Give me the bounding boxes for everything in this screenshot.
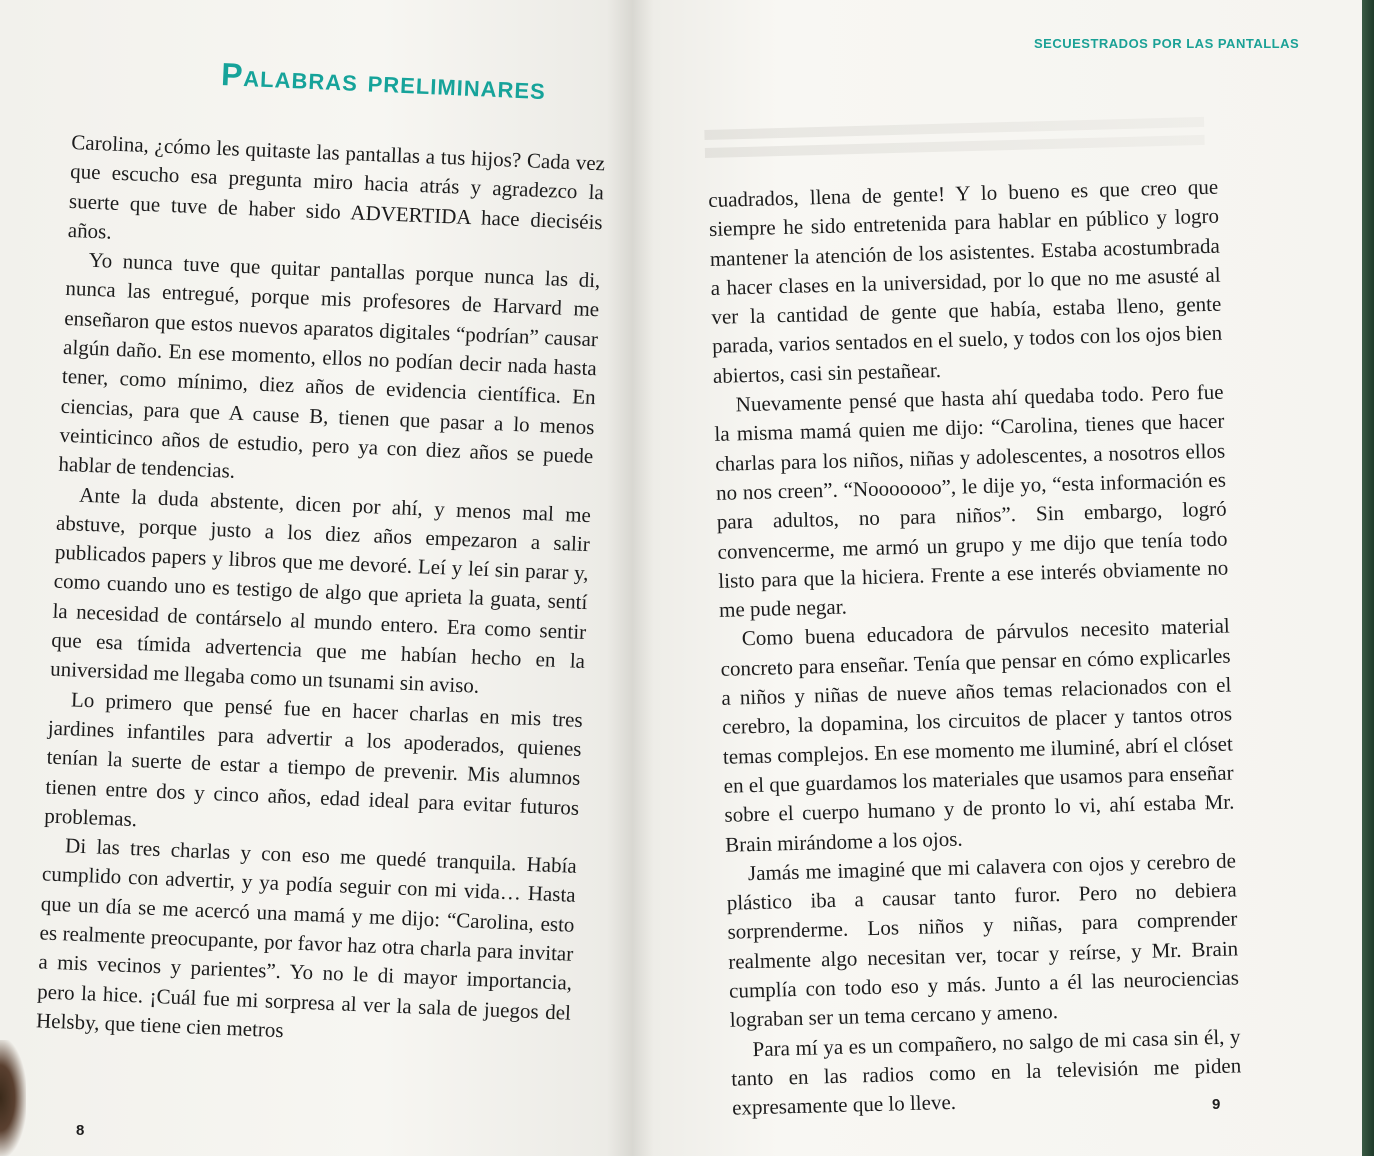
paragraph: Lo primero que pensé fue en hacer charlas en mis tres jardines infantiles para advertir a los apoderados, quienes tenían la suerte de estar a tiempo de prevenir. Mis alumnos tienen entre dos y cinco años, edad ideal para evitar futuros problemas. <box>43 687 584 831</box>
paragraph: Carolina, ¿cómo les quitaste las pantallas a tus hijos? Cada vez que escucho esa pregunta miro hacia atrás y agradezco la suerte que tuve de haber sido ADVERTIDA hace dieciséis años. <box>67 129 606 244</box>
thumb-shadow <box>0 1040 26 1156</box>
paragraph: Yo nunca tuve que quitar pantallas porque nunca las di, nunca las entregué, porque mis profesores de Harvard me enseñaron que estos nuevos aparatos digitales “podrían” causar algún daño. En ese momento, ellos no podían decir nada hasta tener, como mínimo, diez años de evidencia científica. En ciencias, para que A cause B, tienen que pasar a lo menos veinticinco años de estudio, pero ya con diez años se puede hablar de tendencias. <box>58 247 601 484</box>
paragraph: Jamás me imaginé que mi calavera con ojos y cerebro de plástico iba a causar tanto furor. Pero no debiera sorprenderme. Los niños y niñas, para comprender realmente algo necesitan ver, tocar y reírse, y Mr. Brain cumplía con todo eso y más. Junto a él las neurociencias lograban ser un tema cercano y ameno. <box>726 848 1240 1033</box>
left-page-body <box>36 128 606 1057</box>
paragraph: Di las tres charlas y con eso me quedé tranquila. Había cumplido con advertir, y ya podía seguir con mi vida… Hasta que un día se me acercó una mamá y me dijo: “Carolina, esto es realmente preocupante, por favor haz otra charla para invitar a mis vecinos y parientes”. Yo no le di mayor importancia, pero la hice. ¡Cuál fue mi sorpresa al ver la sala de juegos del Helsby, que tiene cien metros <box>35 833 578 1043</box>
paragraph: cuadrados, llena de gente! Y lo bueno es que creo que siempre he sido entretenida para hablar en público y logro mantener la atención de los asistentes. Estaba acostumbrada a hacer clases en la universidad, por lo que no me asusté al ver la cantidad de gente que había, estaba lleno, gente parada, varios sentados en el suelo, y todos con los ojos bien abiertos, casi sin pestañear. <box>708 174 1223 388</box>
paragraph: Como buena educadora de párvulos necesito material concreto para enseñar. Tenía que pensar en cómo explicarles a niños y niñas de nueve años temas relacionados con el cerebro, la dopamina, los circuitos de placer y tantos otros temas complejos. En ese momento me iluminé, abrí el clóset en el que guardamos los materiales que usamos para enseñar sobre el cuerpo humano y de pronto lo vi, ahí estaba Mr. Brain mirándome a los ojos. <box>720 613 1235 857</box>
page-number-left: 8 <box>76 1122 85 1139</box>
paragraph: Ante la duda abstente, dicen por ahí, y menos mal me abstuve, porque justo a los diez años empezaron a salir publicados papers y libros que me devoré. Leí y leí sin parar y, como cuando uno es testigo de algo que aprieta la guata, sentí la necesidad de contárselo al mundo entero. Era como sentir que esa tímida advertencia que me habían hecho en la universidad me llegaba como un tsunami sin aviso. <box>49 482 592 699</box>
left-page <box>0 0 632 1156</box>
chapter-title: Palabras preliminares <box>220 56 547 107</box>
background-surface <box>1362 0 1374 1156</box>
paragraph: Para mí ya es un compañero, no salgo de mi casa sin él, y tanto en las radios como en la televisión me piden expresamente que lo lleve. <box>731 1023 1242 1120</box>
running-head: SECUESTRADOS POR LAS PANTALLAS <box>1034 36 1300 51</box>
paragraph: Nuevamente pensé que hasta ahí quedaba todo. Pero fue la misma mamá quien me dijo: “Carolina, tienes que hacer charlas para los niños, niñas y adolescentes, a nosotros ellos no nos creen”. “Nooooooo”, le dije yo, “esta información es para adultos, no para niños”. Sin embargo, logró convencerme, me armó un grupo y me dijo que tenía todo listo para que la hiciera. Frente a ese interés obviamente no me pude negar. <box>714 379 1229 623</box>
right-page-body <box>708 173 1242 1124</box>
page-number-right: 9 <box>1212 1096 1221 1113</box>
